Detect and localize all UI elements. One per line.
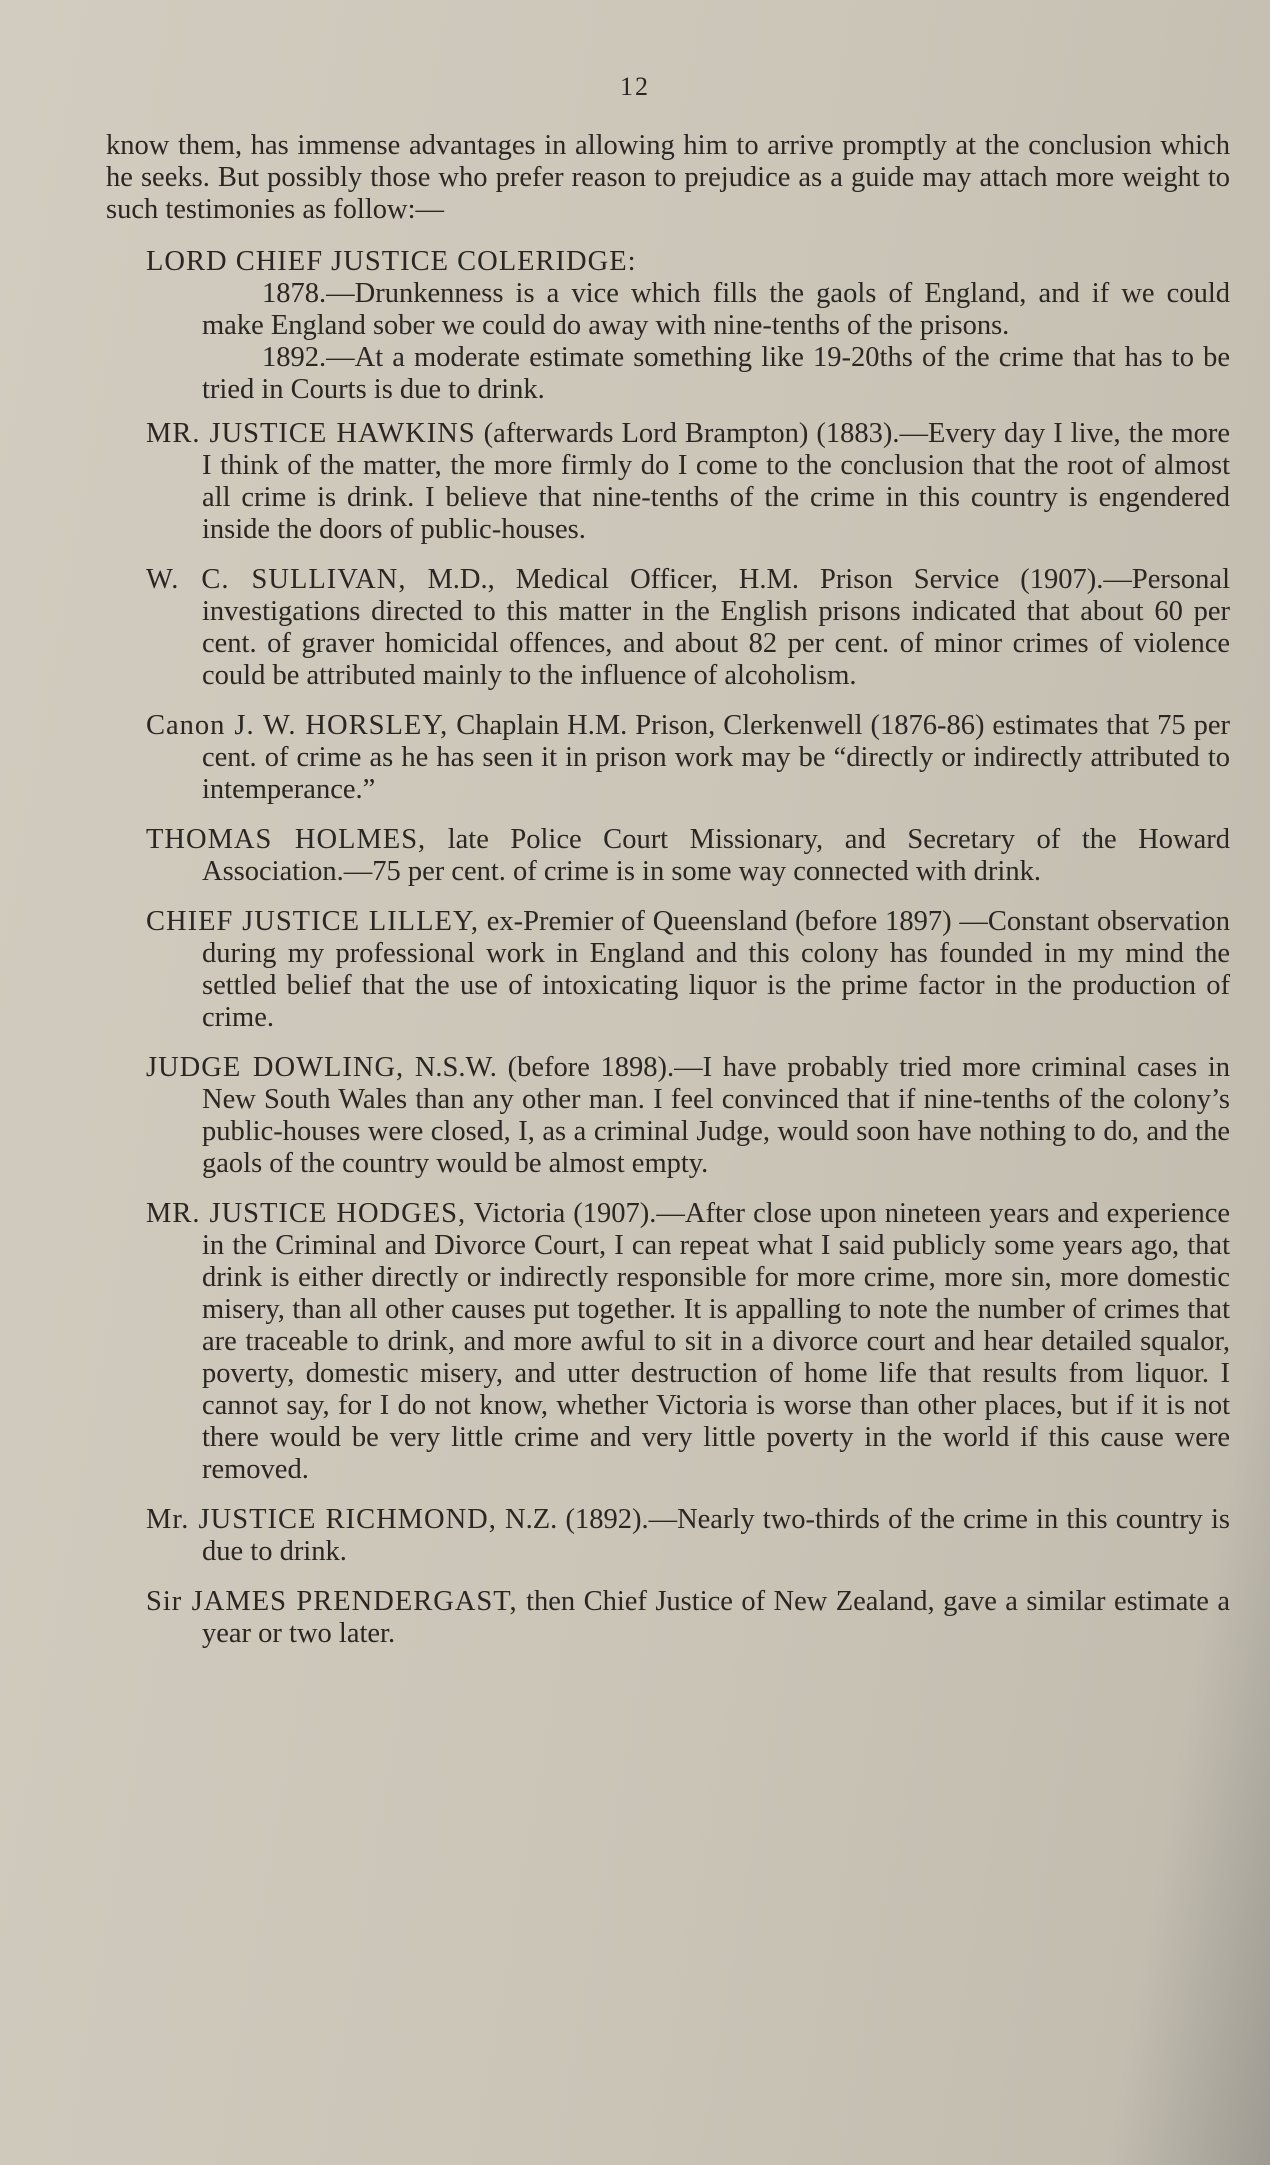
testimony-name: Mr. JUSTICE RICHMOND,	[146, 1504, 497, 1535]
testimony-dowling	[106, 1052, 1230, 1180]
testimony-name: CHIEF JUSTICE LILLEY,	[146, 906, 479, 937]
page-body	[106, 130, 1230, 1668]
testimony-text: Chaplain H.M. Prison, Clerkenwell (1876-86) estimates that 75 per cent. of crime as he has seen it in prison work may be “directly or indirectly attributed to intemperance.”	[202, 710, 1230, 805]
testimony-name: W. C. SULLIVAN,	[146, 564, 407, 595]
testimony-hodges	[106, 1198, 1230, 1486]
testimony-coleridge	[106, 246, 1230, 406]
testimony-text: N.Z. (1892).—Nearly two-thirds of the crime in this country is due to drink.	[202, 1504, 1230, 1567]
testimony-name: LORD CHIEF JUSTICE COLERIDGE:	[146, 246, 637, 277]
testimony-richmond	[106, 1504, 1230, 1568]
testimony-name: MR. JUSTICE HAWKINS	[146, 418, 476, 449]
testimony-text: then Chief Justice of New Zealand, gave a similar estimate a year or two later.	[202, 1586, 1230, 1649]
testimony-name: JUDGE DOWLING,	[146, 1052, 405, 1083]
testimony-text: (afterwards Lord Brampton) (1883).—Every day I live, the more I think of the matter, the more firmly do I come to the conclusion that the root of almost all crime is drink. I believe that nine-tenths of the crime in this country is engendered inside the doors of public-houses.	[202, 418, 1230, 545]
testimony-name: THOMAS HOLMES,	[146, 824, 427, 855]
testimony-prendergast	[106, 1586, 1230, 1650]
testimony-text: Victoria (1907).—After close upon nineteen years and experience in the Criminal and Divorce Court, I can repeat what I said publicly some years ago, that drink is either directly or indirectly responsible for more crime, more sin, more domestic misery, than all other causes put together. It is appalling to note the number of crimes that are traceable to drink, and more awful to sit in a divorce court and hear detailed squalor, poverty, domestic misery, and utter destruction of home life that results from liquor. I cannot say, for I do not know, whether Victoria is worse than other places, but if it is not there would be very little crime and very little poverty in the world if this cause were removed.	[202, 1198, 1231, 1485]
testimony-sullivan	[106, 564, 1230, 692]
testimony-name: MR. JUSTICE HODGES,	[146, 1198, 467, 1229]
testimony-text: 1892.—At a moderate estimate something like 19-20ths of the crime that has to be tried in Courts is due to drink.	[202, 342, 1230, 405]
testimony-lilley	[106, 906, 1230, 1034]
testimony-text: late Police Court Missionary, and Secretary of the Howard Association.—75 per cent. of crime is in some way connected with drink.	[202, 824, 1230, 887]
testimony-text: ex-Premier of Queensland (before 1897) —Constant observation during my professional work in England and this colony has founded in my mind the settled belief that the use of intoxicating liquor is the prime factor in the production of crime.	[202, 906, 1230, 1033]
intro-paragraph: know them, has immense advantages in allowing him to arrive promptly at the conclusion which he seeks. But possibly those who prefer reason to prejudice as a guide may attach more weight to such testimonies as follow:—	[106, 130, 1230, 225]
testimony-hawkins	[106, 418, 1230, 546]
testimony-name: Sir JAMES PRENDERGAST,	[146, 1586, 518, 1617]
testimony-name: Canon J. W. HORSLEY,	[146, 710, 449, 741]
testimony-horsley	[106, 710, 1230, 806]
testimony-text: N.S.W. (before 1898).—I have probably tried more criminal cases in New South Wales than any other man. I feel convinced that if nine-tenths of the colony’s public-houses were closed, I, as a criminal Judge, would soon have nothing to do, and the gaols of the country would be almost empty.	[202, 1052, 1231, 1179]
testimony-text: 1878.—Drunkenness is a vice which fills the gaols of England, and if we could make England sober we could do away with nine-tenths of the prisons.	[202, 278, 1230, 341]
testimony-holmes	[106, 824, 1230, 888]
page-number: 12	[620, 72, 650, 101]
testimony-text: M.D., Medical Officer, H.M. Prison Service (1907).—Personal investigations directed to this matter in the English prisons indicated that about 60 per cent. of graver homicidal offences, and about 82 per cent. of minor crimes of violence could be attributed mainly to the influence of alcoholism.	[202, 564, 1230, 691]
